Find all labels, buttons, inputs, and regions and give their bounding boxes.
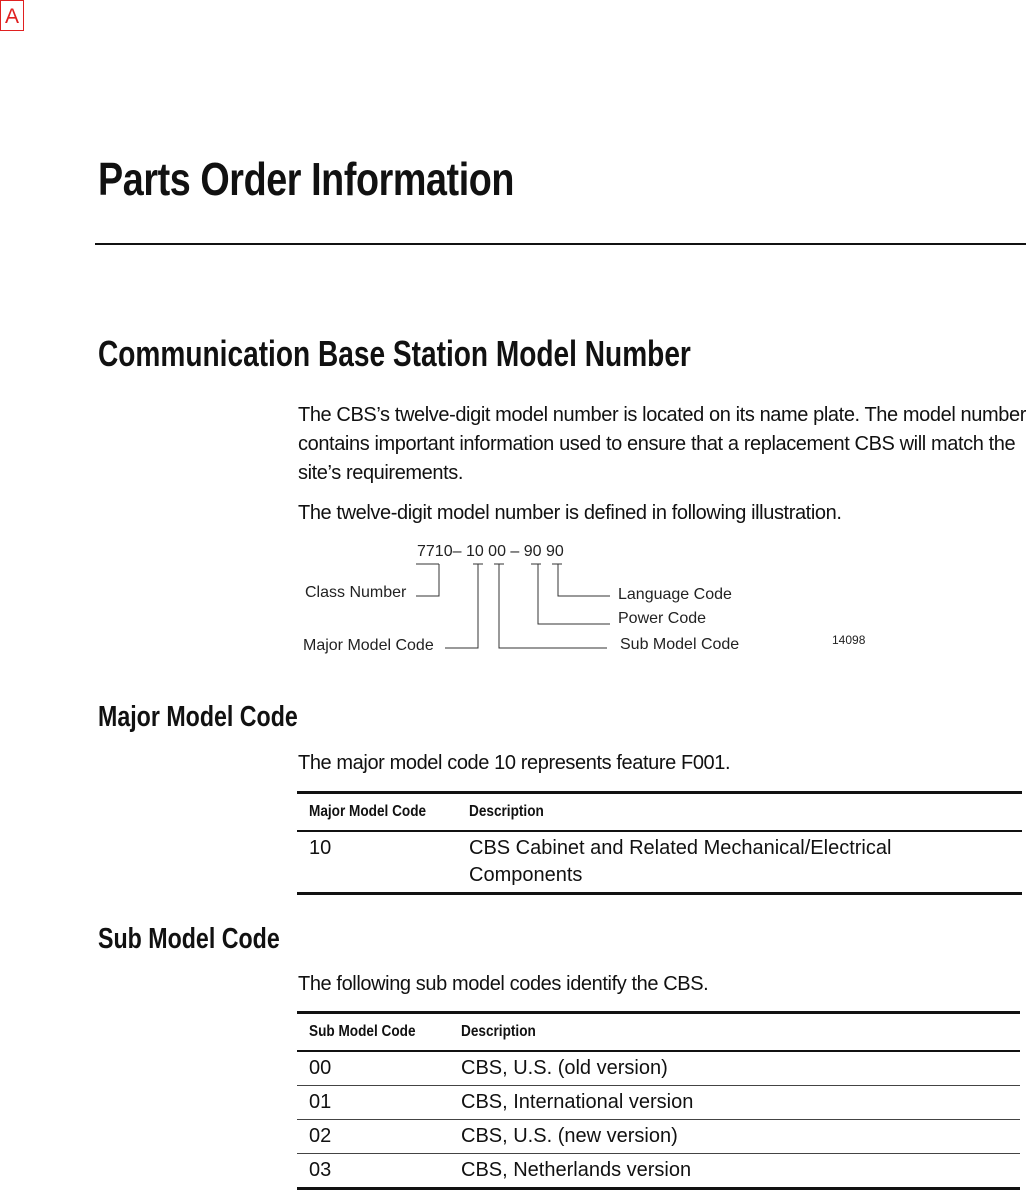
table-cell: CBS, Netherlands version [461,1159,692,1181]
figure-number: 14098 [832,633,866,647]
major-model-code-text: The major model code 10 represents feature F001. [298,752,731,774]
label-class-number: Class Number [305,584,407,601]
model-number-example: 7710– 10 00 – 90 90 [417,543,564,560]
table-cell: 00 [309,1057,332,1079]
column-header: Sub Model Code [309,1023,416,1040]
column-header: Description [461,1023,536,1040]
major-model-code-heading: Major Model Code [98,701,298,733]
table-header-row [297,793,1022,832]
table-cell: CBS, U.S. (old version) [461,1057,668,1079]
table-cell: CBS, International version [461,1091,694,1113]
table-row [297,1154,1020,1189]
chapter-title: Parts Order Information [98,153,515,205]
model-number-diagram [290,538,890,663]
column-header: Description [469,803,544,820]
label-major-model-code: Major Model Code [303,637,434,654]
table-row [297,1120,1020,1154]
major-model-code-table [297,791,1022,895]
table-cell: 03 [309,1159,332,1181]
table-row [297,1086,1020,1120]
table-row [297,1051,1020,1086]
sub-model-code-heading: Sub Model Code [98,923,280,955]
intro-paragraph: The CBS’s twelve-digit model number is located on its name plate. The model number contains important information used to ensure that a replacement CBS will match the site’s requirements. [298,404,1026,484]
label-language-code: Language Code [618,586,732,603]
table-cell: 02 [309,1125,332,1147]
table-cell: 10 [309,837,332,859]
table-row [297,831,1022,894]
table-cell: CBS, U.S. (new version) [461,1125,678,1147]
column-header: Major Model Code [309,803,427,820]
table-cell: CBS Cabinet and Related Mechanical/Electrical Components [469,837,892,886]
illustration-intro: The twelve-digit model number is defined in following illustration. [298,502,842,524]
table-cell: 01 [309,1091,332,1113]
title-rule [95,243,1026,245]
label-power-code: Power Code [618,610,707,627]
corner-tag: A [0,0,24,31]
sub-model-code-text: The following sub model codes identify the CBS. [298,973,709,995]
table-header-row [297,1013,1020,1052]
sub-model-code-table [297,1011,1020,1190]
section-title: Communication Base Station Model Number [98,333,691,374]
label-sub-model-code: Sub Model Code [620,636,740,653]
